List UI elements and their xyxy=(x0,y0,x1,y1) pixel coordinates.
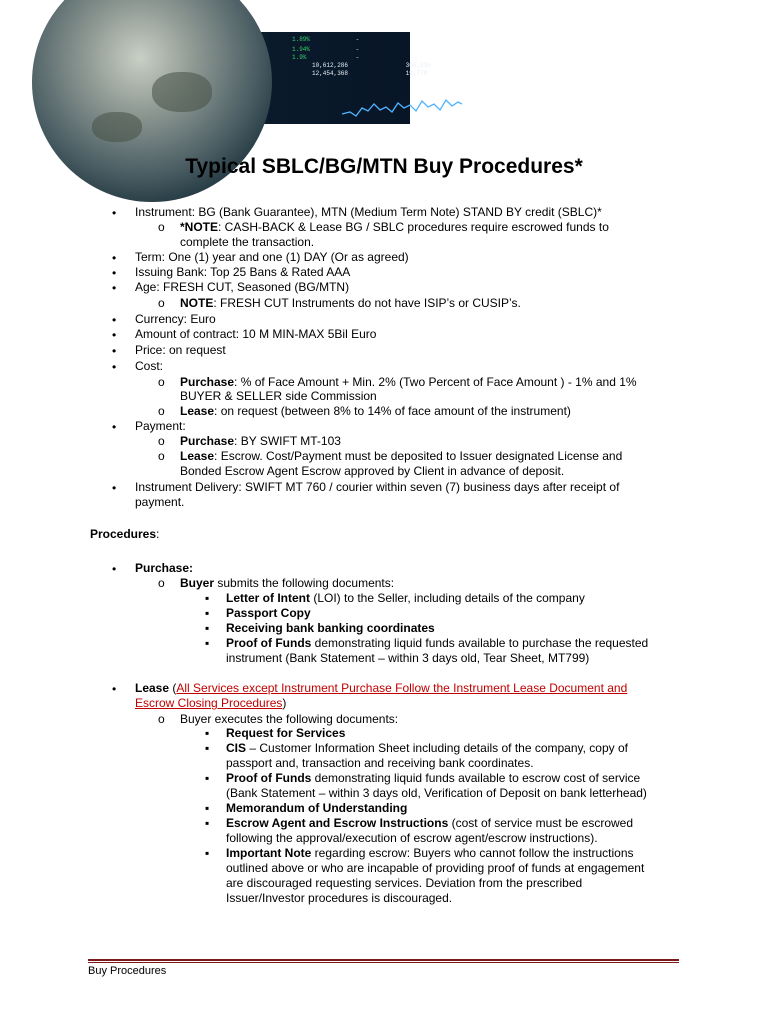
sub-bullet-icon: o xyxy=(158,434,165,448)
note-line xyxy=(180,296,521,311)
lease-paren: ) xyxy=(282,696,287,710)
square-bullet-icon: ▪ xyxy=(205,846,210,860)
sub-bullet-icon: o xyxy=(158,296,165,310)
escrow-cont: following the approval/execution of escrow agent/escrow instructions). xyxy=(226,831,598,845)
ticker-value: 1.94% xyxy=(292,46,311,53)
instrument-line: Instrument: BG (Bank Guarantee), MTN (Medium Term Note) STAND BY credit (SBLC)* xyxy=(135,205,602,219)
receiving-line: Receiving bank banking coordinates xyxy=(226,621,435,635)
procedures-heading-text: Procedures xyxy=(90,527,157,541)
sub-bullet-icon: o xyxy=(158,220,165,234)
cis-label: CIS xyxy=(226,741,247,755)
square-bullet-icon: ▪ xyxy=(205,741,210,755)
cost-lease-text: : on request (between 8% to 14% of face amount of the instrument) xyxy=(214,404,571,418)
ticker-value: 305,036 xyxy=(405,62,431,69)
pof-line xyxy=(226,636,648,651)
issuing-bank-line: Issuing Bank: Top 25 Bans & Rated AAA xyxy=(135,265,351,279)
delivery-cont: payment. xyxy=(135,495,185,509)
purchase-heading: Purchase: xyxy=(135,561,194,575)
lease-label: Lease xyxy=(135,681,170,695)
pof2-label: Proof of Funds xyxy=(226,771,312,785)
square-bullet-icon: ▪ xyxy=(205,816,210,830)
note-text: : CASH-BACK & Lease BG / SBLC procedures require escrowed funds to xyxy=(218,220,609,234)
square-bullet-icon: ▪ xyxy=(205,606,210,620)
bullet-icon: • xyxy=(112,481,117,495)
ticker-value: 1.9% xyxy=(292,54,307,61)
cis-text: – Customer Information Sheet including details of the company, copy of xyxy=(246,741,628,755)
footer-divider xyxy=(88,962,679,963)
note-line-cont: complete the transaction. xyxy=(180,235,315,249)
buyer-label: Buyer xyxy=(180,576,215,590)
bullet-icon: • xyxy=(112,420,117,434)
cost-line: Cost: xyxy=(135,359,164,373)
header-banner-image xyxy=(62,32,431,124)
sub-bullet-icon: o xyxy=(158,449,165,463)
pay-lease-label: Lease xyxy=(180,449,215,463)
buyer-line xyxy=(180,576,394,591)
footer-divider xyxy=(88,959,679,961)
ticker-value: 10,612,286 xyxy=(312,62,349,69)
amount-line: Amount of contract: 10 M MIN-MAX 5Bil Euro xyxy=(135,327,377,341)
sub-bullet-icon: o xyxy=(158,375,165,389)
cost-lease-label: Lease xyxy=(180,404,215,418)
square-bullet-icon: ▪ xyxy=(205,726,210,740)
procedures-heading xyxy=(90,527,159,542)
lease-heading xyxy=(135,681,627,696)
price-line: Price: on request xyxy=(135,343,226,357)
bullet-icon: • xyxy=(112,328,117,342)
delivery-line: Instrument Delivery: SWIFT MT 760 / courier within seven (7) business days after receipt of xyxy=(135,480,620,494)
sub-bullet-icon: o xyxy=(158,576,165,590)
bullet-icon: • xyxy=(112,251,117,265)
escrow-text: (cost of service must be escrowed xyxy=(448,816,633,830)
lease-paren: ( xyxy=(169,681,177,695)
loi-text: (LOI) to the Seller, including details of the company xyxy=(310,591,585,605)
globe-landmass xyxy=(152,72,212,112)
lease-heading-cont xyxy=(135,696,286,711)
bullet-icon: • xyxy=(112,360,117,374)
important-label: Important Note xyxy=(226,846,312,860)
stock-chart-line xyxy=(342,92,462,122)
cost-lease-line xyxy=(180,404,571,419)
important-cont: are discouraged requesting services. Deviation from the prescribed xyxy=(226,876,583,890)
sub-bullet-icon: o xyxy=(158,712,165,726)
buyer-exec-line: Buyer executes the following documents: xyxy=(180,712,399,726)
important-cont: outlined above or who are incapable of providing proof of funds at engagement xyxy=(226,861,645,875)
loi-line xyxy=(226,591,585,606)
pay-lease-line xyxy=(180,449,622,464)
footer-text: Buy Procedures xyxy=(88,965,167,977)
age-line: Age: FRESH CUT, Seasoned (BG/MTN) xyxy=(135,280,350,294)
cost-purchase-cont: BUYER & SELLER side Commission xyxy=(180,389,377,403)
ticker-value: - xyxy=(414,36,418,43)
loi-label: Letter of Intent xyxy=(226,591,310,605)
pof-label: Proof of Funds xyxy=(226,636,312,650)
square-bullet-icon: ▪ xyxy=(205,771,210,785)
pay-lease-text: : Escrow. Cost/Payment must be deposited to Issuer designated License and xyxy=(214,449,623,463)
bullet-icon: • xyxy=(112,682,117,696)
bullet-icon: • xyxy=(112,206,117,220)
term-line: Term: One (1) year and one (1) DAY (Or as agreed) xyxy=(135,250,409,264)
ticker-row xyxy=(312,68,482,79)
payment-line: Payment: xyxy=(135,419,186,433)
bullet-icon: • xyxy=(112,281,117,295)
mou-line: Memorandum of Understanding xyxy=(226,801,408,815)
pof2-cont: (Bank Statement – within 3 days old, Verification of Deposit on bank letterhead) xyxy=(226,786,647,800)
escrow-line xyxy=(226,816,633,831)
important-text: regarding escrow: Buyers who cannot follow the instructions xyxy=(311,846,634,860)
cost-purchase-text: : % of Face Amount + Min. 2% (Two Percent of Face Amount ) - 1% and 1% xyxy=(234,375,637,389)
cis-cont: passport and, transaction and receiving bank coordinates. xyxy=(226,756,534,770)
ticker-value: 1.89% xyxy=(292,36,311,43)
pay-lease-cont: Bonded Escrow Agent Escrow approved by Client in advance of deposit. xyxy=(180,464,565,478)
ticker-value: - xyxy=(414,54,418,61)
pof-text: demonstrating liquid funds available to purchase the requested xyxy=(311,636,649,650)
cis-line xyxy=(226,741,628,756)
currency-line: Currency: Euro xyxy=(135,312,216,326)
square-bullet-icon: ▪ xyxy=(205,801,210,815)
cost-purchase-line xyxy=(180,375,637,390)
ticker-value: 12,454,368 xyxy=(312,70,349,77)
bullet-icon: • xyxy=(112,313,117,327)
ticker-value: - xyxy=(355,54,360,61)
square-bullet-icon: ▪ xyxy=(205,621,210,635)
procedures-heading-colon: : xyxy=(156,527,160,541)
ticker-value: - xyxy=(355,46,360,53)
globe-landmass xyxy=(92,112,142,142)
square-bullet-icon: ▪ xyxy=(205,636,210,650)
note-text: : FRESH CUT Instruments do not have ISIP’s or CUSIP’s. xyxy=(213,296,521,310)
ticker-value: - xyxy=(355,36,360,43)
ticker-value: 19.779 xyxy=(405,70,428,77)
escrow-label: Escrow Agent and Escrow Instructions xyxy=(226,816,449,830)
page-title: Typical SBLC/BG/MTN Buy Procedures* xyxy=(185,155,583,178)
pof2-text: demonstrating liquid funds available to escrow cost of service xyxy=(311,771,641,785)
lease-procedures-link[interactable]: All Services except Instrument Purchase Follow the Instrument Lease Document and xyxy=(176,681,628,695)
bullet-icon: • xyxy=(112,562,117,576)
cost-purchase-label: Purchase xyxy=(180,375,235,389)
pay-purchase-line xyxy=(180,434,341,449)
square-bullet-icon: ▪ xyxy=(205,591,210,605)
note-label: *NOTE xyxy=(180,220,219,234)
ticker-value: - xyxy=(414,46,418,53)
pay-purchase-text: : BY SWIFT MT-103 xyxy=(234,434,341,448)
note-label: NOTE xyxy=(180,296,214,310)
pay-purchase-label: Purchase xyxy=(180,434,235,448)
sub-bullet-icon: o xyxy=(158,404,165,418)
bullet-icon: • xyxy=(112,266,117,280)
passport-line: Passport Copy xyxy=(226,606,311,620)
pof2-line xyxy=(226,771,640,786)
pof-cont: instrument (Bank Statement – within 3 days old, Tear Sheet, MT799) xyxy=(226,651,590,665)
request-line: Request for Services xyxy=(226,726,346,740)
bullet-icon: • xyxy=(112,344,117,358)
escrow-closing-link[interactable]: Escrow Closing Procedures xyxy=(135,696,283,710)
note-line xyxy=(180,220,609,235)
important-cont: Issuer/Investor procedures is discouraged. xyxy=(226,891,453,905)
important-line xyxy=(226,846,634,861)
buyer-text: submits the following documents: xyxy=(214,576,395,590)
